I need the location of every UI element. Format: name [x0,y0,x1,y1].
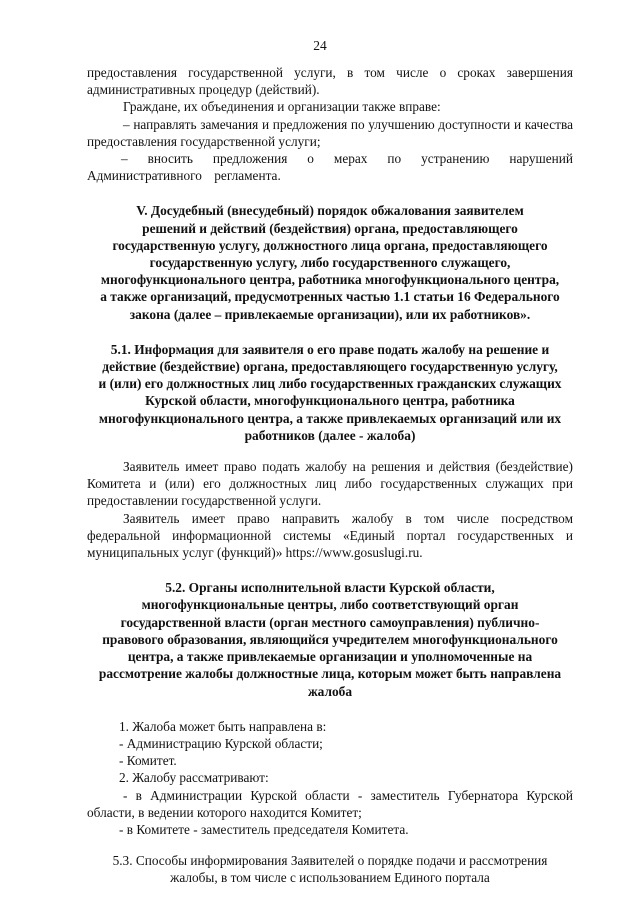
intro-paragraph-2: Граждане, их объединения и организации также вправе: [123,99,441,115]
section-5-1-heading [87,341,573,444]
heading-line: V. Досудебный (внесудебный) порядок обжалования заявителем [136,203,524,219]
section-5-3-heading [87,852,573,886]
heading-line: государственную услугу, либо государственного служащего, [149,255,511,271]
intro-paragraph-3: – направлять замечания и предложения по улучшению доступности и качества предоставления государственной услуги; [87,116,573,149]
section-5-1-paragraph-1: Заявитель имеет право подать жалобу на решения и действия (бездействие) Комитета и (или) его должностных лиц либо государственных служащих при предоставлении государственной услуги. [87,459,573,509]
section-5-1-paragraph-2: Заявитель имеет право направить жалобу в том числе посредством федеральной информационной системы «Единый портал государственных и муниципальных услуг (функций)» https://www.gosuslugi.ru. [87,510,573,561]
heading-line: многофункциональные центры, либо соответствующий орган [141,597,519,613]
list-item: 1. Жалоба может быть направлена в: [119,718,327,734]
section-5-2-committee-paragraph: - в Комитете - заместитель председателя Комитета. [119,821,409,837]
section-5-2-admin-paragraph: - в Администрации Курской области - заместитель Губернатора Курской области, в ведении которого находится Комитет; [87,787,573,820]
list-item: 2. Жалобу рассматривают: [119,770,269,786]
heading-line: жалобы, в том числе с использованием Единого портала [170,870,490,886]
heading-line: действие (бездействие) органа, предоставляющего государственную услугу, [102,359,558,375]
section-v-heading [87,202,573,322]
heading-line: государственной власти (орган местного самоуправления) публично- [120,614,540,630]
heading-line: 5.3. Способы информирования Заявителей о порядке подачи и рассмотрения [112,853,548,869]
list-item: - Администрацию Курской области; [119,735,323,751]
heading-line: жалоба [307,683,353,699]
heading-line: и (или) его должностных лиц либо государственных гражданских служащих [98,376,562,392]
page-content [87,64,573,887]
heading-line: рассмотрение жалобы должностные лица, которым может быть направлена [98,666,562,682]
heading-line: Курской области, многофункционального центра, работника [145,393,515,409]
list-item: - Комитет. [119,753,177,769]
heading-line: закона (далее – привлекаемые организации), или их работников». [129,306,531,322]
intro-paragraph-1: предоставления государственной услуги, в том числе о сроках завершения административных процедур (действий). [87,65,573,98]
heading-line: 5.1. Информация для заявителя о его праве подать жалобу на решение и [110,341,550,357]
heading-line: решений и действий (бездействия) органа, предоставляющего [142,220,518,236]
heading-line: правового образования, являющийся учредителем многофункционального [102,631,558,647]
heading-line: 5.2. Органы исполнительной власти Курской области, [165,580,495,596]
intro-paragraph-4: – вносить предложения о мерах по устранению нарушений Административного регламента. [87,151,573,184]
heading-line: многофункционального центра, работника многофункционального центра, [100,272,560,288]
page-number: 24 [313,38,327,53]
heading-line: государственную услугу, должностного лица органа, предоставляющего [112,237,548,253]
heading-line: работников (далее - жалоба) [244,427,416,443]
heading-line: многофункционального центра, а также привлекаемых организаций или их [98,410,562,426]
section-5-2-heading [87,579,573,699]
heading-line: а также организаций, предусмотренных частью 1.1 статьи 16 Федерального [100,289,560,305]
heading-line: центра, а также привлекаемые организации и уполномоченные на [127,649,533,665]
